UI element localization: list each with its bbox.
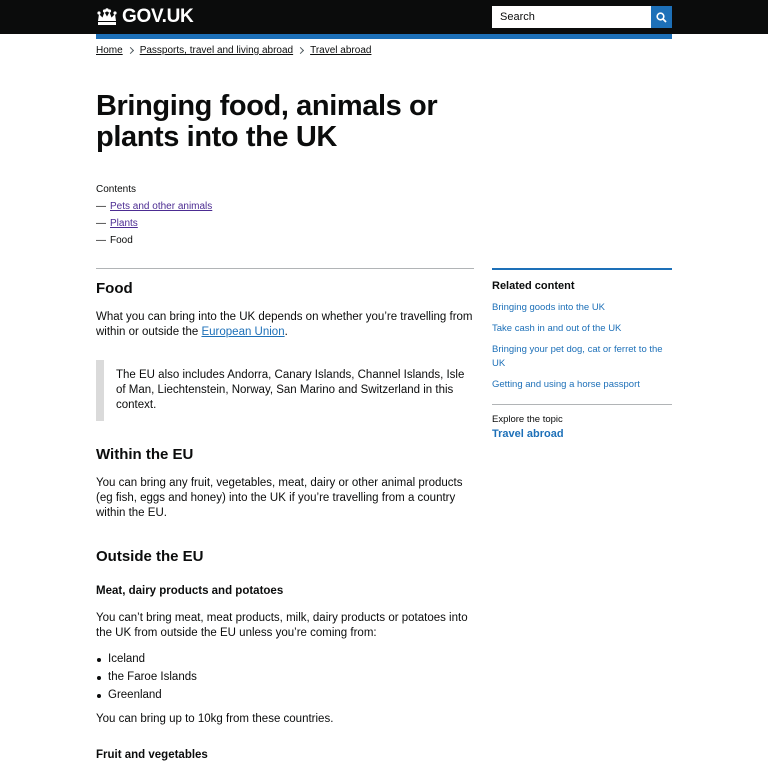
topic-link-travel-abroad[interactable]: Travel abroad	[492, 428, 564, 440]
search-icon	[656, 12, 667, 23]
within-eu-paragraph: You can bring any fruit, vegetables, meat, dairy or other animal products (eg fish, eggs and honey) into the UK if you’re travelling from a country within the EU.	[96, 477, 463, 519]
intro-paragraph: What you can bring into the UK depends on whether you’re travelling from within or outside the European Union.	[96, 311, 473, 338]
inset-paragraph: The EU also includes Andorra, Canary Islands, Channel Islands, Isle of Man, Liechtenstein, Norway, San Marino and Switzerland in this context.	[116, 369, 465, 411]
subheading-meat-dairy: Meat, dairy products and potatoes	[96, 585, 284, 597]
subheading-fruit-vegetables: Fruit and vegetables	[96, 749, 208, 761]
breadcrumb	[96, 45, 371, 56]
header-accent-bar	[96, 34, 672, 39]
list-item: Iceland	[96, 652, 476, 667]
search-input[interactable]	[492, 6, 651, 28]
inset-text	[96, 360, 476, 421]
chevron-right-icon	[127, 47, 134, 54]
contents-link-pets[interactable]: Pets and other animals	[110, 201, 213, 212]
logo-text: GOV.UK	[122, 6, 194, 27]
search-button[interactable]	[651, 6, 672, 28]
page-title: Bringing food, animals or plants into the UK	[96, 90, 438, 153]
section-divider	[96, 268, 474, 269]
breadcrumb-home[interactable]: Home	[96, 45, 123, 56]
related-link-bringing-goods[interactable]: Bringing goods into the UK	[492, 302, 606, 313]
list-item: the Faroe Islands	[96, 670, 476, 685]
related-link-take-cash[interactable]: Take cash in and out of the UK	[492, 323, 622, 334]
list-item: Greenland	[96, 688, 476, 703]
explore-topic-label: Explore the topic	[492, 414, 563, 425]
section-heading-food: Food	[96, 280, 133, 297]
contents-title: Contents	[96, 184, 137, 195]
contents-link-plants[interactable]: Plants	[110, 218, 138, 229]
crown-icon	[96, 8, 118, 26]
countries-list	[96, 652, 476, 703]
dash-icon: —	[96, 218, 106, 229]
contents-item	[96, 201, 212, 213]
contents-list	[96, 184, 212, 252]
limit-paragraph: You can bring up to 10kg from these countries.	[96, 713, 334, 725]
breadcrumb-passports-travel[interactable]: Passports, travel and living abroad	[139, 45, 294, 56]
section-heading-outside-eu: Outside the EU	[96, 548, 204, 565]
breadcrumb-travel-abroad[interactable]: Travel abroad	[310, 45, 372, 56]
sidebar-divider	[492, 404, 672, 405]
contents-item	[96, 235, 212, 247]
related-content-heading: Related content	[492, 280, 575, 292]
section-heading-within-eu: Within the EU	[96, 446, 194, 463]
govuk-logo[interactable]	[96, 5, 193, 29]
meat-dairy-paragraph: You can’t bring meat, meat products, milk, dairy products or potatoes into the UK from outside the EU unless you’re coming from:	[96, 612, 468, 639]
related-content-sidebar	[492, 268, 672, 440]
european-union-link[interactable]: European Union	[201, 326, 285, 338]
dash-icon: —	[96, 201, 106, 212]
main-content	[96, 280, 476, 763]
related-link-horse-passport[interactable]: Getting and using a horse passport	[492, 379, 640, 390]
contents-current-food: Food	[110, 235, 133, 246]
contents-item	[96, 218, 212, 230]
related-link-pet-dog-cat-ferret[interactable]: Bringing your pet dog, cat or ferret to the UK	[492, 344, 663, 369]
site-header	[0, 0, 768, 34]
chevron-right-icon	[297, 47, 304, 54]
dash-icon: —	[96, 235, 106, 246]
